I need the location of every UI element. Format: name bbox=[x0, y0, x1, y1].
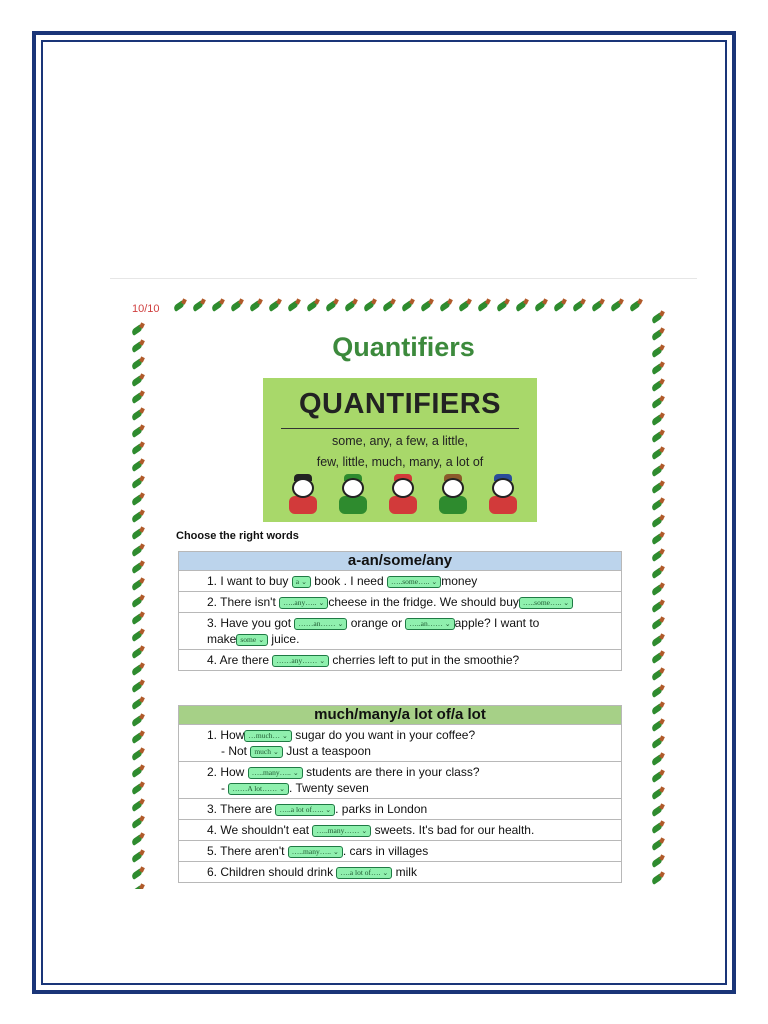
pepper-icon bbox=[248, 297, 264, 313]
pepper-icon bbox=[130, 576, 146, 592]
pepper-icon bbox=[130, 678, 146, 694]
pepper-border-top bbox=[172, 297, 644, 313]
chevron-down-icon: ⌄ bbox=[337, 619, 344, 628]
pepper-icon bbox=[650, 513, 666, 529]
chevron-down-icon: ⌄ bbox=[361, 826, 368, 835]
robot-icon bbox=[485, 478, 521, 518]
pepper-icon bbox=[130, 593, 146, 609]
worksheet-title: Quantifiers bbox=[332, 332, 475, 362]
pepper-icon bbox=[552, 297, 568, 313]
answer-dropdown[interactable]: ……an…… ⌄ bbox=[294, 618, 347, 630]
pepper-icon bbox=[650, 700, 666, 716]
pepper-icon bbox=[324, 297, 340, 313]
pepper-icon bbox=[130, 457, 146, 473]
table-row: 3. There are …..a lot of….. ⌄ . parks in London bbox=[179, 799, 622, 820]
section-header: a-an/some/any bbox=[179, 552, 622, 571]
pepper-icon bbox=[650, 581, 666, 597]
pepper-icon bbox=[419, 297, 435, 313]
pepper-icon bbox=[514, 297, 530, 313]
answer-dropdown[interactable]: …..any….. ⌄ bbox=[279, 597, 328, 609]
chevron-down-icon: ⌄ bbox=[444, 619, 451, 628]
pepper-icon bbox=[130, 882, 146, 889]
robot-illustration bbox=[285, 478, 521, 518]
pepper-icon bbox=[210, 297, 226, 313]
table-row: 6. Children should drink ….a lot of…. ⌄ milk bbox=[179, 862, 622, 883]
answer-dropdown[interactable]: …..a lot of….. ⌄ bbox=[275, 804, 335, 816]
pepper-icon bbox=[400, 297, 416, 313]
pepper-icon bbox=[130, 831, 146, 847]
pepper-icon bbox=[650, 615, 666, 631]
answer-dropdown[interactable]: …much… ⌄ bbox=[244, 730, 292, 742]
pepper-icon bbox=[130, 491, 146, 507]
exercise-table-2 bbox=[178, 705, 622, 883]
pepper-icon bbox=[362, 297, 378, 313]
pepper-icon bbox=[191, 297, 207, 313]
pepper-icon bbox=[457, 297, 473, 313]
answer-dropdown[interactable]: ….a lot of…. ⌄ bbox=[336, 867, 392, 879]
pepper-icon bbox=[381, 297, 397, 313]
banner-line-2: few, little, much, many, a lot of bbox=[316, 455, 484, 469]
answer-dropdown[interactable]: …..some….. ⌄ bbox=[519, 597, 573, 609]
chevron-down-icon: ⌄ bbox=[318, 598, 325, 607]
pepper-icon bbox=[650, 666, 666, 682]
banner-divider bbox=[281, 428, 519, 429]
answer-dropdown[interactable]: some ⌄ bbox=[236, 634, 268, 646]
pepper-icon bbox=[571, 297, 587, 313]
robot-icon bbox=[285, 478, 321, 518]
worksheet bbox=[110, 278, 697, 889]
pepper-icon bbox=[130, 814, 146, 830]
answer-dropdown[interactable]: …..many….. ⌄ bbox=[248, 767, 303, 779]
pepper-icon bbox=[650, 445, 666, 461]
chevron-down-icon: ⌄ bbox=[325, 805, 332, 814]
robot-icon bbox=[335, 478, 371, 518]
pepper-icon bbox=[650, 751, 666, 767]
pepper-icon bbox=[650, 734, 666, 750]
table-row: 4. We shouldn't eat …..many…… ⌄ sweets. It's bad for our health. bbox=[179, 820, 622, 841]
pepper-icon bbox=[286, 297, 302, 313]
pepper-icon bbox=[130, 661, 146, 677]
table-row: 3. Have you got ……an…… ⌄ orange or …..an…… ⌄ apple? I want to make some ⌄ juice. bbox=[179, 613, 622, 650]
chevron-down-icon: ⌄ bbox=[301, 577, 307, 586]
pepper-icon bbox=[305, 297, 321, 313]
pepper-icon bbox=[130, 797, 146, 813]
pepper-icon bbox=[495, 297, 511, 313]
pepper-icon bbox=[650, 632, 666, 648]
pepper-icon bbox=[650, 428, 666, 444]
pepper-icon bbox=[130, 525, 146, 541]
chevron-down-icon: ⌄ bbox=[332, 847, 339, 856]
table-row: 2. How …..many….. ⌄ students are there in your class? - ……A lot…… ⌄ . Twenty seven bbox=[179, 762, 622, 799]
pepper-icon bbox=[650, 819, 666, 835]
pepper-icon bbox=[650, 785, 666, 801]
table-row: 4. Are there ……any…… ⌄ cherries left to put in the smoothie? bbox=[179, 650, 622, 671]
pepper-icon bbox=[650, 768, 666, 784]
pepper-icon bbox=[229, 297, 245, 313]
pepper-icon bbox=[650, 496, 666, 512]
table-row: 5. There aren't …..many….. ⌄ . cars in villages bbox=[179, 841, 622, 862]
answer-dropdown[interactable]: much ⌄ bbox=[250, 746, 283, 758]
pepper-icon bbox=[130, 389, 146, 405]
chevron-down-icon: ⌄ bbox=[319, 656, 326, 665]
answer-dropdown[interactable]: …..many…… ⌄ bbox=[312, 825, 371, 837]
answer-dropdown[interactable]: a ⌄ bbox=[292, 576, 311, 588]
pepper-icon bbox=[476, 297, 492, 313]
table-row: 1. I want to buy a ⌄ book . I need …..some….. ⌄ money bbox=[179, 571, 622, 592]
pepper-icon bbox=[650, 394, 666, 410]
robot-icon bbox=[435, 478, 471, 518]
robot-icon bbox=[385, 478, 421, 518]
pepper-icon bbox=[650, 649, 666, 665]
pepper-icon bbox=[130, 712, 146, 728]
pepper-icon bbox=[628, 297, 644, 313]
chevron-down-icon: ⌄ bbox=[282, 731, 288, 740]
pepper-icon bbox=[590, 297, 606, 313]
answer-dropdown[interactable]: …..some….. ⌄ bbox=[387, 576, 441, 588]
pepper-icon bbox=[130, 372, 146, 388]
pepper-icon bbox=[650, 598, 666, 614]
pepper-icon bbox=[130, 848, 146, 864]
chevron-down-icon: ⌄ bbox=[273, 747, 279, 756]
pepper-icon bbox=[650, 411, 666, 427]
answer-dropdown[interactable]: …..many….. ⌄ bbox=[288, 846, 343, 858]
quantifiers-banner bbox=[263, 378, 537, 522]
pepper-icon bbox=[130, 474, 146, 490]
pepper-icon bbox=[650, 802, 666, 818]
pepper-icon bbox=[650, 479, 666, 495]
chevron-down-icon: ⌄ bbox=[563, 598, 570, 607]
answer-dropdown[interactable]: …..an…… ⌄ bbox=[405, 618, 454, 630]
pepper-icon bbox=[650, 309, 666, 325]
pepper-icon bbox=[650, 564, 666, 580]
pepper-icon bbox=[343, 297, 359, 313]
pepper-icon bbox=[650, 870, 666, 886]
pepper-icon bbox=[130, 542, 146, 558]
pepper-icon bbox=[130, 780, 146, 796]
pepper-icon bbox=[130, 865, 146, 881]
pepper-icon bbox=[650, 717, 666, 733]
pepper-icon bbox=[438, 297, 454, 313]
pepper-icon bbox=[172, 297, 188, 313]
answer-dropdown[interactable]: ……any…… ⌄ bbox=[272, 655, 329, 667]
section-header: much/many/a lot of/a lot bbox=[179, 706, 622, 725]
banner-line-1: some, any, a few, a little, bbox=[332, 434, 468, 448]
pepper-icon bbox=[130, 508, 146, 524]
banner-heading: QUANTIFIERS bbox=[298, 388, 502, 420]
table-row: 1. How …much… ⌄ sugar do you want in your coffee? - Not much ⌄ Just a teaspoon bbox=[179, 725, 622, 762]
pepper-icon bbox=[130, 644, 146, 660]
exercise-table-1 bbox=[178, 551, 622, 671]
pepper-icon bbox=[130, 440, 146, 456]
pepper-icon bbox=[533, 297, 549, 313]
pepper-icon bbox=[650, 836, 666, 852]
pepper-icon bbox=[130, 746, 146, 762]
pepper-icon bbox=[650, 530, 666, 546]
chevron-down-icon: ⌄ bbox=[279, 784, 286, 793]
pepper-icon bbox=[609, 297, 625, 313]
pepper-icon bbox=[130, 406, 146, 422]
pepper-icon bbox=[650, 853, 666, 869]
chevron-down-icon: ⌄ bbox=[258, 635, 265, 644]
pepper-icon bbox=[130, 763, 146, 779]
pepper-icon bbox=[130, 627, 146, 643]
pepper-icon bbox=[130, 559, 146, 575]
pepper-icon bbox=[650, 683, 666, 699]
pepper-icon bbox=[650, 462, 666, 478]
pepper-icon bbox=[267, 297, 283, 313]
pepper-border-right bbox=[650, 309, 666, 886]
table-row: 2. There isn't …..any….. ⌄ cheese in the fridge. We should buy …..some….. ⌄ bbox=[179, 592, 622, 613]
answer-dropdown[interactable]: ……A lot…… ⌄ bbox=[228, 783, 289, 795]
pepper-border-left bbox=[130, 321, 146, 889]
pepper-icon bbox=[130, 695, 146, 711]
chevron-down-icon: ⌄ bbox=[382, 868, 389, 877]
pepper-icon bbox=[650, 547, 666, 563]
pepper-icon bbox=[650, 377, 666, 393]
pepper-icon bbox=[130, 729, 146, 745]
pepper-icon bbox=[130, 423, 146, 439]
instruction-text: Choose the right words bbox=[176, 530, 299, 542]
chevron-down-icon: ⌄ bbox=[292, 768, 299, 777]
chevron-down-icon: ⌄ bbox=[431, 577, 438, 586]
score-label: 10/10 bbox=[132, 303, 160, 315]
pepper-icon bbox=[130, 610, 146, 626]
